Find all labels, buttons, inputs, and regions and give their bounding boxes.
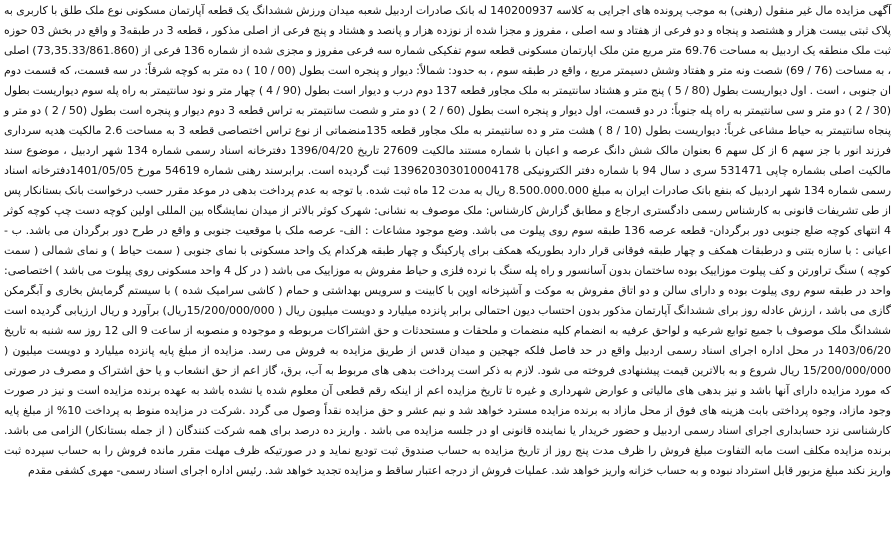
notice-signature: مهری کشفی مقدم xyxy=(28,464,114,477)
notice-body: آگهی مزایده مال غیر منقول (رهنی) به موجب پرونده های اجرایی به کلاسه 140200937 له بانک صادرات اردبیل شعبه میدان ورزش ششدانگ یک قطعه آپارتمان مسکونی نوع ملک طلق با کاربری به پلاک ثبتی بیست هزار و هشتصد و پنجاه و دو فرعی از هفتاد و سه اصلی ، مفروز و مجزا شده از نوزده هزار و پانصد و هشتاد و پنج فرعی از اصلی مذکور ، قطعه 3 در طبقه3 و واقع در بخش 03 حوزه ثبت ملک منطقه یک اردبیل به مساحت 69.76 متر مربع متن ملک اپارتمان مسکونی قطعه سوم تفکیکی شماره سه فرعی مفروز و مجزی شده از شماره 136 فرعی از (73,35.33/861.860) اصلی ، به مساحت (76 / 69) شصت ونه متر و هفتاد وشش دسیمتر مربع ، واقع در طبقه سوم ، به حدود: شمالاً: دیوار و پنجره است بطول (00 / 10 ) ده متر به کوچه شرقاً: در سه قسمت، که قسمت دوم ان جنوبی ، است . اول دیواریست بطول (80 / 5 ) پنج متر و هشتاد سانتیمتر به ملک مجاور قطعه 137 دوم درب و دیوار است بطول (90 / 4 ) چهار متر و نود سانتیمتر به راه پله سوم دیواریست بطول (30 / 2 ) دو متر و سی سانتیمتر به راه پله جنوباً: در دو قسمت، اول دیوار و پنجره است بطول (60 / 2 ) دو متر و شصت سانتیمتر به تراس قطعه 3 دوم دیوار و پنجره است بطول (50 / 2 ) دو متر و پنجاه سانتیمتر به حیاط مشاعی غرباً: دیواریست بطول (10 / 8 ) هشت متر و ده سانتیمتر به ملک مجاور قطعه 135منضماتی از نوع تراس اختصاصی قطعه 3 به مساحت 2.6 مالکیت هدیه سرداری فرزند انور با جز سهم 6 از کل سهم 6 بعنوان مالک شش دانگ عرصه و اعیان با شماره مستند مالکیت 27609 تاریخ 1396/04/20 دفترخانه اسناد رسمی شماره 134 شهر اردبیل ، موضوع سند مالکیت اصلی بشماره چاپی 531471 سری د سال 94 با شماره دفتر الکترونیکی 139620303010004178 ثبت گردیده است. برابرسند رهنی شماره 54619 مورخ 1401/05/05دفترخانه اسناد رسمی شماره 134 شهر اردبیل که بنفع بانک صادرات ایران به مبلغ 8.500.000.000 ریال به مدت 12 ماه ثبت شده. با توجه به عدم پرداخت بدهی در موعد مقرر حسب درخواست بانک بستانکار پس از طی تشریفات قانونی به کارشناس رسمی دادگستری ارجاع و مطابق گزارش کارشناس: ملک موصوف به نشانی: شهرک کوثر بالاتر از میدان نمایشگاه بین المللی اولین کوچه دست چپ کوچه کوثر 4 انتهای کوچه ضلع جنوبی دور برگردان- قطعه عرصه 136 طبقه سوم روی پیلوت می باشد. وضع موجود مشاعات : الف- عرصه ملک با موقعیت جنوبی و واقع در طرح دور برگردان می باشد. ب - اعیانی : با سازه بتنی و درطبقات همکف و چهار طبقه فوقانی قرار دارد بطوریکه همکف برای پارکینگ و چهار طبقه هرکدام یک واحد مسکونی با نمای جنوبی ( سمت حیاط ) و نمای شمالی ( سمت کوچه ) سنگ تراورتن و کف پیلوت موزاییک بوده ساختمان بدون آسانسور و راه پله سنگ با نرده فلزی و حیاط مفروش به موزاییک می باشد ( در کل 4 واحد مسکونی روی پیلوت می باشد ) اختصاصی: واحد در طبقه سوم روی پیلوت بوده و دارای سالن و دو اتاق مفروش به موکت و آشپزخانه اوپن با کابینت و سرویس بهداشتی و حمام ( کاشی سرامیک شده ) با سیستم گرمایش بخاری و آبگرمکن گازی می باشد ، ارزش عادله روز برای ششدانگ آپارتمان مذکور بدون احتساب دیون احتمالی برابر پانزده میلیارد و دویست میلیون ریال ( 15/200/000/000ریال) برآورد و ریال ارزیابی گردیده است ششدانگ ملک موصوف با جمیع توابع شرعیه و لواحق عرفیه به انضمام کلیه منضمات و ملحقات و مستحدثات و حق اشتراکات مربوطه و موجوده و منصوبه از ساعت 9 الی 12 روز سه شنبه به تاریخ 1403/06/20 در محل اداره اجرای اسناد رسمی اردبیل واقع در حد فاصل فلکه جهجین و میدان قدس از طریق مزایده به فروش می رسد. مزایده از مبلغ پایه پانزده میلیارد و دویست میلیون ( 15/200/000/000 ریال شروع و به بالاترین قیمت پیشنهادی فروخته می شود. لازم به ذکر است پرداخت بدهی های مربوط به آب، برق، گاز اعم از حق انشعاب و یا حق اشتراک و مصرف در صورتی که مورد مزایده دارای آنها باشد و نیز بدهی های مالیاتی و عوارض شهرداری و غیره تا تاریخ مزایده اعم از اینکه رقم قطعی آن معلوم شده یا نشده باشد به عهده برنده مزایده است و نیز در صورت وجود مازاد، وجوه پرداختی بابت هزینه های فوق از محل مازاد به برنده مزایده مسترد خواهد شد و نیم عشر و حق مزایده نقداً وصول می گردد .شرکت در مزایده منوط به پرداخت 10% از مبلغ پایه کارشناسی نزد حسابداری اجرای اسناد رسمی اردبیل و حضور خریدار یا نماینده قانونی او در جلسه مزایده می باشد . واریز ده درصد برای همه شرکت کنندگان ( از جمله بستانکار) الزامی می باشد. برنده مزایده مکلف است مابه التفاوت مبلغ فروش را ظرف مدت پنج روز از تاریخ مزایده به حساب صندوق ثبت تودیع نماید و در صورتیکه ظرف مهلت مقرر مانده فروش را به حساب سپرده ثبت واریز نکند مبلغ مزبور قابل استرداد نبوده و به حساب خزانه واریز خواهد شد. عملیات فروش از درجه اعتبار ساقط و مزایده تجدید خواهد شد. رئیس اداره اجرای اسناد رسمی- xyxy=(4,4,892,477)
